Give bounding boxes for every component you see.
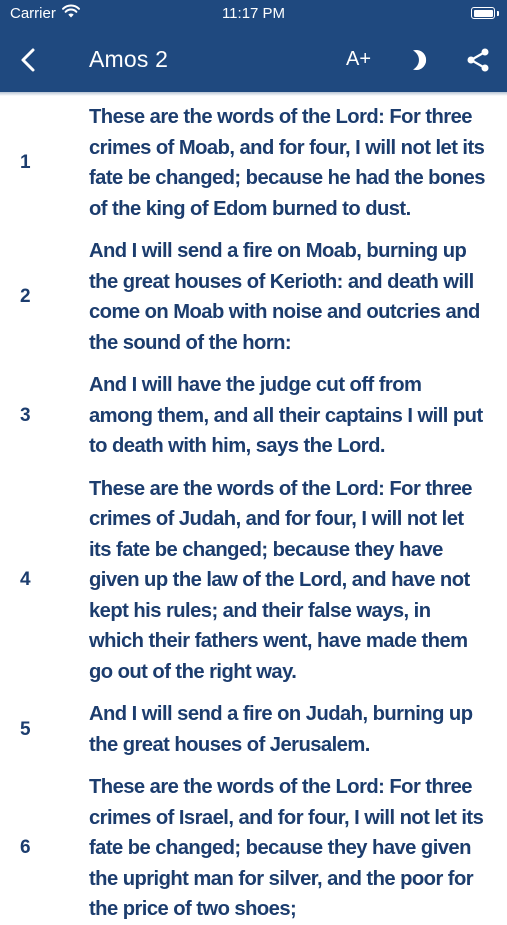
- moon-icon[interactable]: [406, 48, 430, 72]
- verse-text: These are the words of the Lord: For three crimes of Israel, and for four, I will not let its fate be changed; because they have given the upright man for silver, and the poor for the price of two shoes;: [89, 776, 484, 920]
- verse-text: These are the words of the Lord: For three crimes of Judah, and for four, I will not let its fate be changed; because they have given up the law of the Lord, and have not kept his rules; and their false ways, in which their fathers went, have made them go out of the right way.: [89, 477, 472, 683]
- chevron-left-icon[interactable]: [14, 46, 44, 74]
- verse-number: 4: [20, 569, 31, 591]
- verse-item[interactable]: [0, 370, 507, 462]
- page-title: Amos 2: [89, 46, 169, 72]
- verse-text: And I will send a fire on Moab, burning up the great houses of Kerioth: and death will come on Moab with noise and outcries and the sound of the horn:: [89, 240, 480, 354]
- verse-number: 5: [20, 718, 31, 740]
- status-bar: [0, 0, 507, 28]
- verse-item[interactable]: [0, 772, 507, 925]
- carrier-label: Carrier: [10, 5, 56, 22]
- verse-item[interactable]: [0, 474, 507, 688]
- verse-number: 6: [20, 837, 31, 859]
- verse-number: 3: [20, 404, 31, 426]
- verse-number: 2: [20, 286, 31, 307]
- navigation-bar: [0, 28, 507, 92]
- verse-text: And I will send a fire on Judah, burning up the great houses of Jerusalem.: [89, 703, 473, 756]
- verse-text: And I will have the judge cut off from among them, and all their captains I will put to death with him, says the Lord.: [89, 374, 483, 457]
- app-header: [0, 0, 507, 95]
- verse-item[interactable]: [0, 236, 507, 358]
- verse-item[interactable]: [0, 102, 507, 224]
- verse-number: 1: [20, 152, 31, 173]
- battery-icon: [471, 7, 495, 19]
- verse-text: These are the words of the Lord: For three crimes of Moab, and for four, I will not let its fate be changed; because he had the bones of the king of Edom burned to dust.: [89, 106, 485, 220]
- share-icon[interactable]: [466, 47, 490, 73]
- verse-item[interactable]: [0, 699, 507, 760]
- chapter-content[interactable]: [0, 96, 507, 920]
- status-time: 11:17 PM: [221, 5, 286, 22]
- font-size-button[interactable]: A+: [346, 48, 372, 70]
- battery-nub: [497, 11, 499, 16]
